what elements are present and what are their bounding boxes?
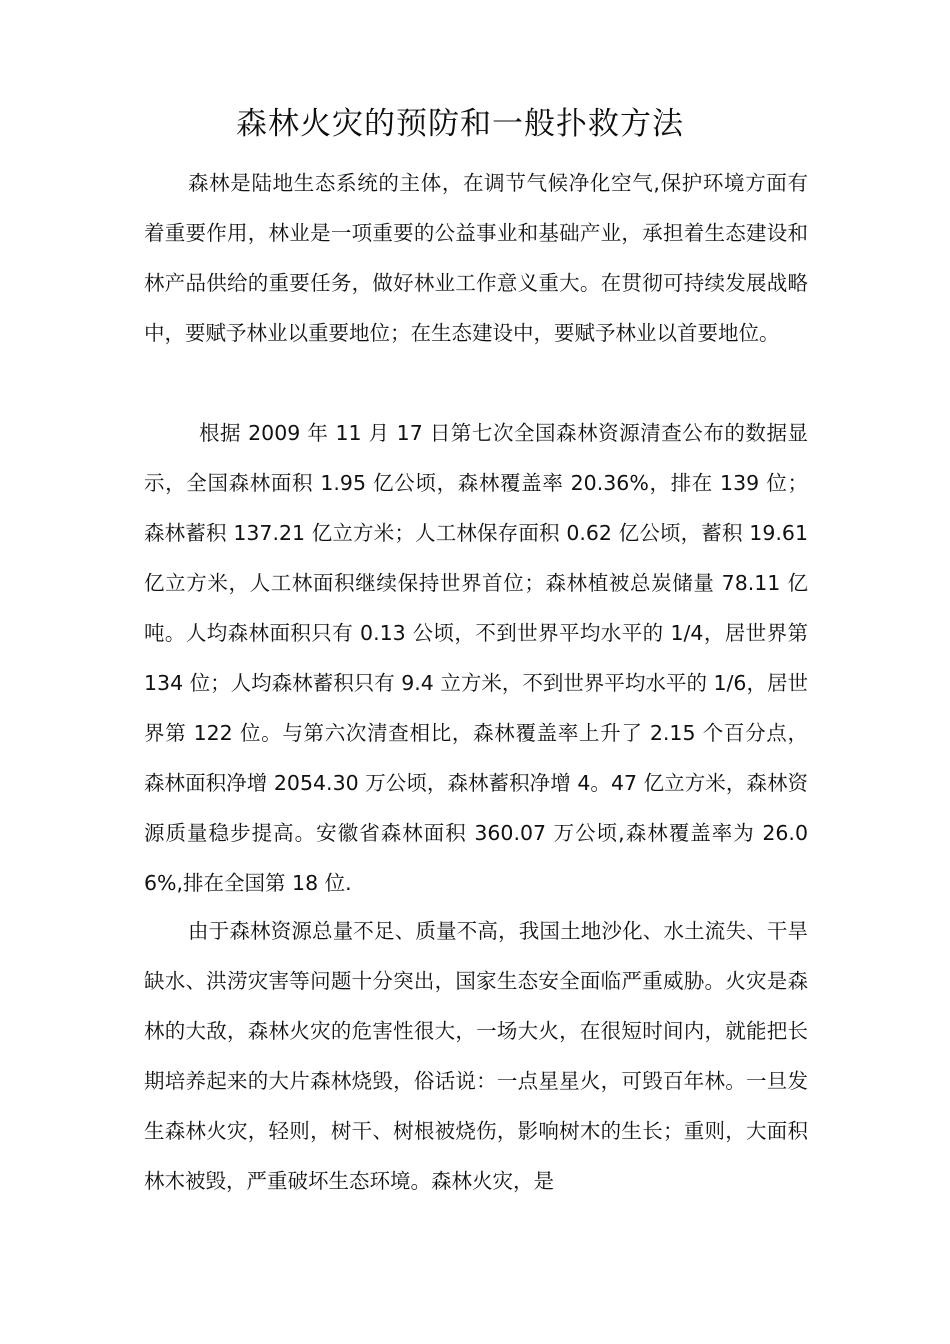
paragraph-intro: 森林是陆地生态系统的主体，在调节气候净化空气,保护环境方面有着重要作用，林业是一项重要的公益事业和基础产业，承担着生态建设和林产品供给的重要任务，做好林业工作意义重大。在贯彻可持续发展战略中，要赋予林业以重要地位；在生态建设中，要赋予林业以首要地位。 <box>144 171 808 345</box>
paragraph-statistics: 根据 2009 年 11 月 17 日第七次全国森林资源清查公布的数据显示，全国森林面积 1.95 亿公顷，森林覆盖率 20.36%，排在 139 位；森林蓄积 137.21 亿立方米；人工林保存面积 0.62 亿公顷，蓄积 19.61 亿立方米，人工林面积继续保持世界首位；森林植被总炭储量 78.11 亿吨。人均森林面积只有 0.13 公顷，不到世界平均水平的 1/4，居世界第 134 位；人均森林蓄积只有 9.4 立方米，不到世界平均水平的 1/6，居世界第 122 位。与第六次清查相比，森林覆盖率上升了 2.15 个百分点，森林面积净增 2054.30 万公顷，森林蓄积净增 4。47 亿立方米，森林资源质量稳步提高。安徽省森林面积 360.07 万公顷,森林覆盖率为 26.06%,排在全国第 18 位. <box>144 421 808 895</box>
paragraph-fire-hazard: 由于森林资源总量不足、质量不高，我国土地沙化、水土流失、干旱缺水、洪涝灾害等问题十分突出，国家生态安全面临严重威胁。火灾是森林的大敌，森林火灾的危害性很大，一场大火，在很短时间内，就能把长期培养起来的大片森林烧毁，俗话说：一点星星火，可毁百年林。一旦发生森林火灾，轻则，树干、树根被烧伤，影响树木的生长；重则，大面积林木被毁，严重破坏生态环境。森林火灾，是 <box>144 919 808 1193</box>
document-title: 森林火灾的预防和一般扑救方法 <box>236 106 684 142</box>
